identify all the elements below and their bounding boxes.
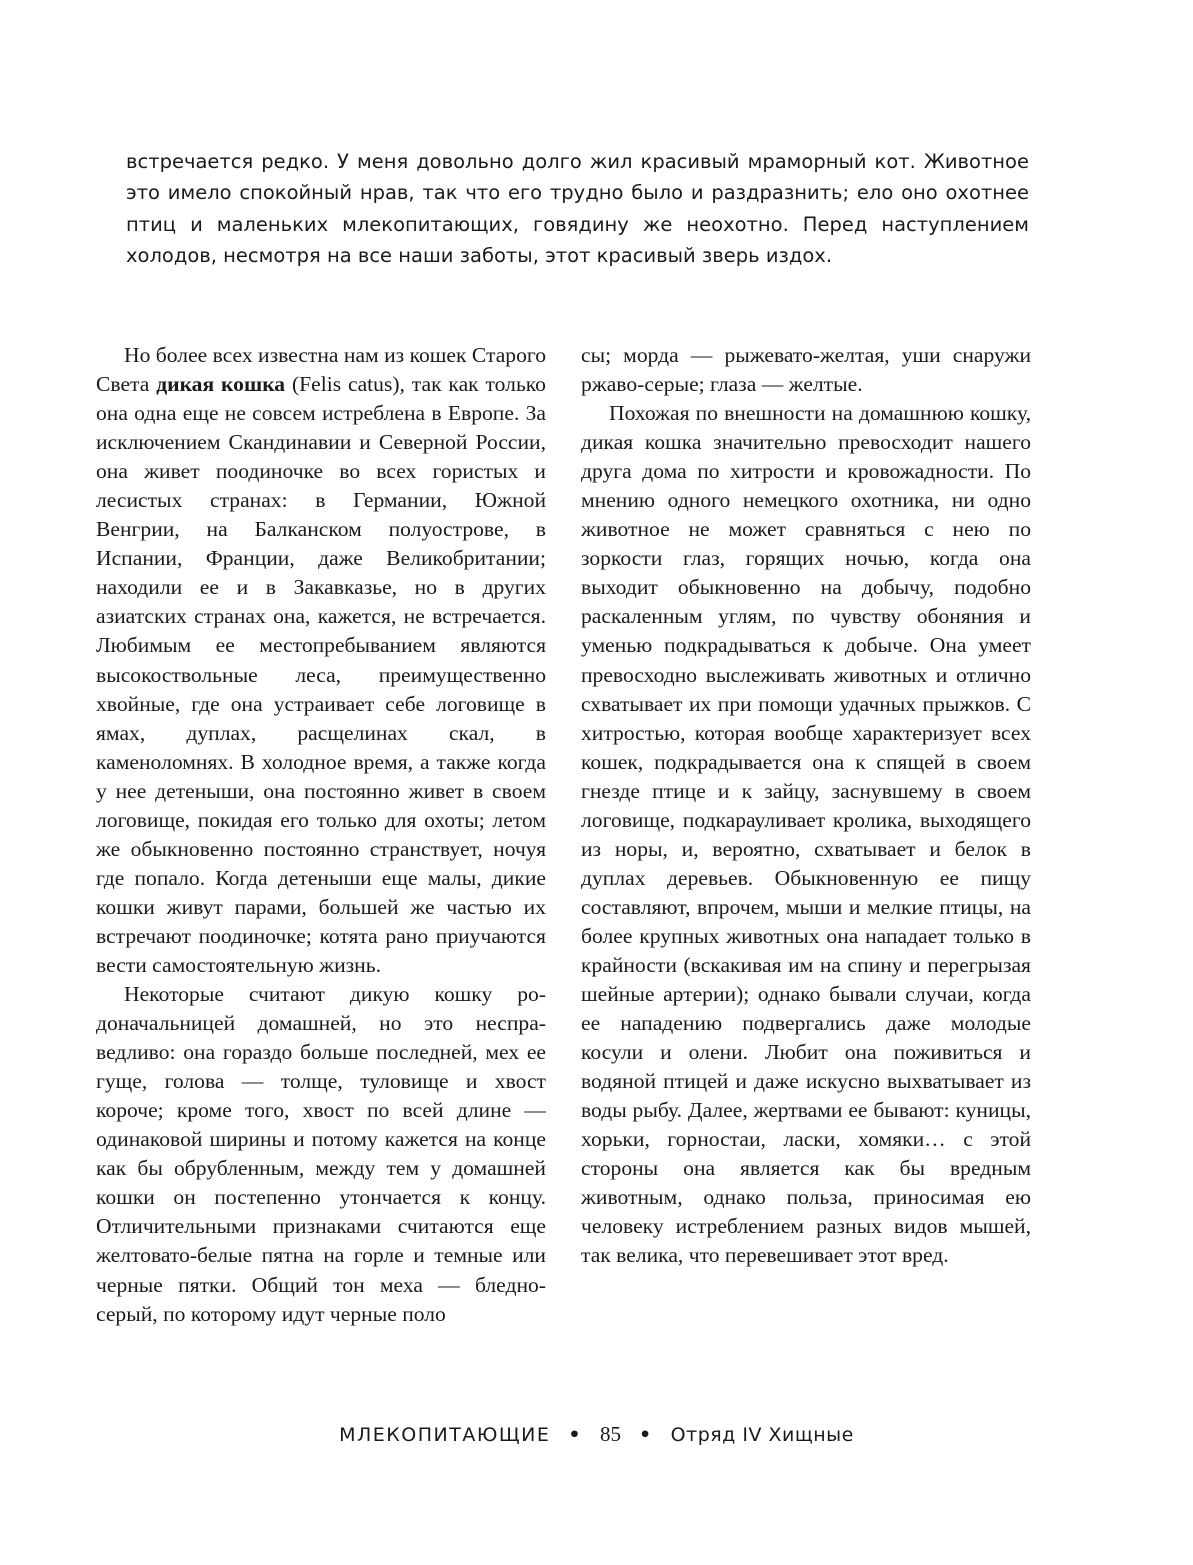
paragraph-ancestry: Некоторые считают дикую кошку родоначальницей домашней, но это несправедливо: она гораздо больше последней, мех ее гуще, голова — толще, туловище и хвост короче; кроме того, хвост по всей длине — одинаковой ширины и потому кажется на конце как бы обрубленным, между тем у домашней кошки он постепенно утончается к концу. Отличительными признаками считаются еще желтовато-белые пятна на горле и темные или черные пятки. Общий тон меха — бледно-серый, по которому идут черные поло [96, 982, 546, 1326]
paragraph-text: Но более всех известна нам из кошек Старого Света [96, 343, 546, 397]
paragraph-wild-cat-intro [96, 341, 546, 980]
paragraph-ancestry-continued: сы; морда — рыжевато-желтая, уши снаружи ржаво-серые; глаза — желтые. [581, 343, 1031, 397]
page-number: 85 [600, 1422, 622, 1446]
footer-section: Отряд IV Хищные [670, 1424, 854, 1446]
term-bold: дикая кошка [156, 372, 286, 397]
running-footer [0, 1422, 1193, 1447]
quote-paragraph: встречается редко. У меня довольно долго жил красивый мраморный кот. Животное это имело спокойный нрав, так что его трудно было и раздразнить; ело оно охотнее птиц и маленьких млекопитающих, говядину же неохотно. Перед наступлением холодов, несмотря на все наши заботы, этот красивый зверь издох. [126, 150, 1029, 267]
footer-separator: • [568, 1424, 583, 1446]
footer-separator: • [639, 1424, 653, 1446]
text-column-right [581, 341, 1031, 1271]
paragraph-text: (Felis catus), так как только она одна еще не совсем истреблена в Европе. За исключением Скандинавии и Северной России, она живет поодиночке во всех гористых и лесистых странах: в Германии, Южной Венгрии, на Балканском полуострове, в Испании, Франции, даже Великобритании; находили ее и в Закавказье, но в других азиатских странах она, кажется, не встречается. Любимым ее местопребыванием являются высокоствольные леса, преимущественно хвойные, где она устраивает себе логовище в ямах, дуплах, расщелинах скал, в каменоломнях. В холодное время, а также когда у нее детеныши, она постоянно живет в своем логовище, покидая его только для охоты; летом же обыкновенно постоянно странствует, ночуя где попало. Когда детеныши еще малы, дикие кошки живут парами, большей же частью их встречают поодиночке; котята рано приучаются вести самостоятельную жизнь. [96, 372, 546, 977]
paragraph-hunting: Похожая по внешности на домашнюю кошку, дикая кошка значительно превосходит нашего друга дома по хитрости и кровожадности. По мнению одного немецкого охотника, ни одно животное не может сравняться с нею по зоркости глаз, горящих ночью, когда она выходит обыкновенно на добычу, подобно раскаленным углям, по чувству обоняния и уменью подкрадываться к добыче. Она умеет превосходно выслеживать животных и отлично схватывает их при помощи удачных прыжков. С хитростью, которая вообще характеризует всех кошек, подкрадывается она к спящей в своем гнезде птице и к зайцу, заснувшему в своем логовище, подкарауливает кролика, выходящего из норы, и, вероятно, схватывает и белок в дуплах деревьев. Обыкновенную ее пищу составляют, впрочем, мыши и мелкие птицы, на более крупных животных она нападает только в крайности (вскакивая им на спину и перегрызая шейные артерии); однако бывали случаи, когда ее нападению подвергались даже молодые косули и олени. Любит она поживиться и водяной птицей и даже искусно выхватывает из воды рыбу. Далее, жертвами ее бывают: куницы, хорьки, горностаи, ласки, хомяки… с этой стороны она является как бы вредным животным, однако польза, приносимая ею человеку истреблением разных видов мышей, так велика, что перевешивает этот вред. [581, 401, 1031, 1268]
text-column-left [96, 341, 546, 1329]
footer-chapter: МЛЕКОПИТАЮЩИЕ [339, 1424, 551, 1446]
